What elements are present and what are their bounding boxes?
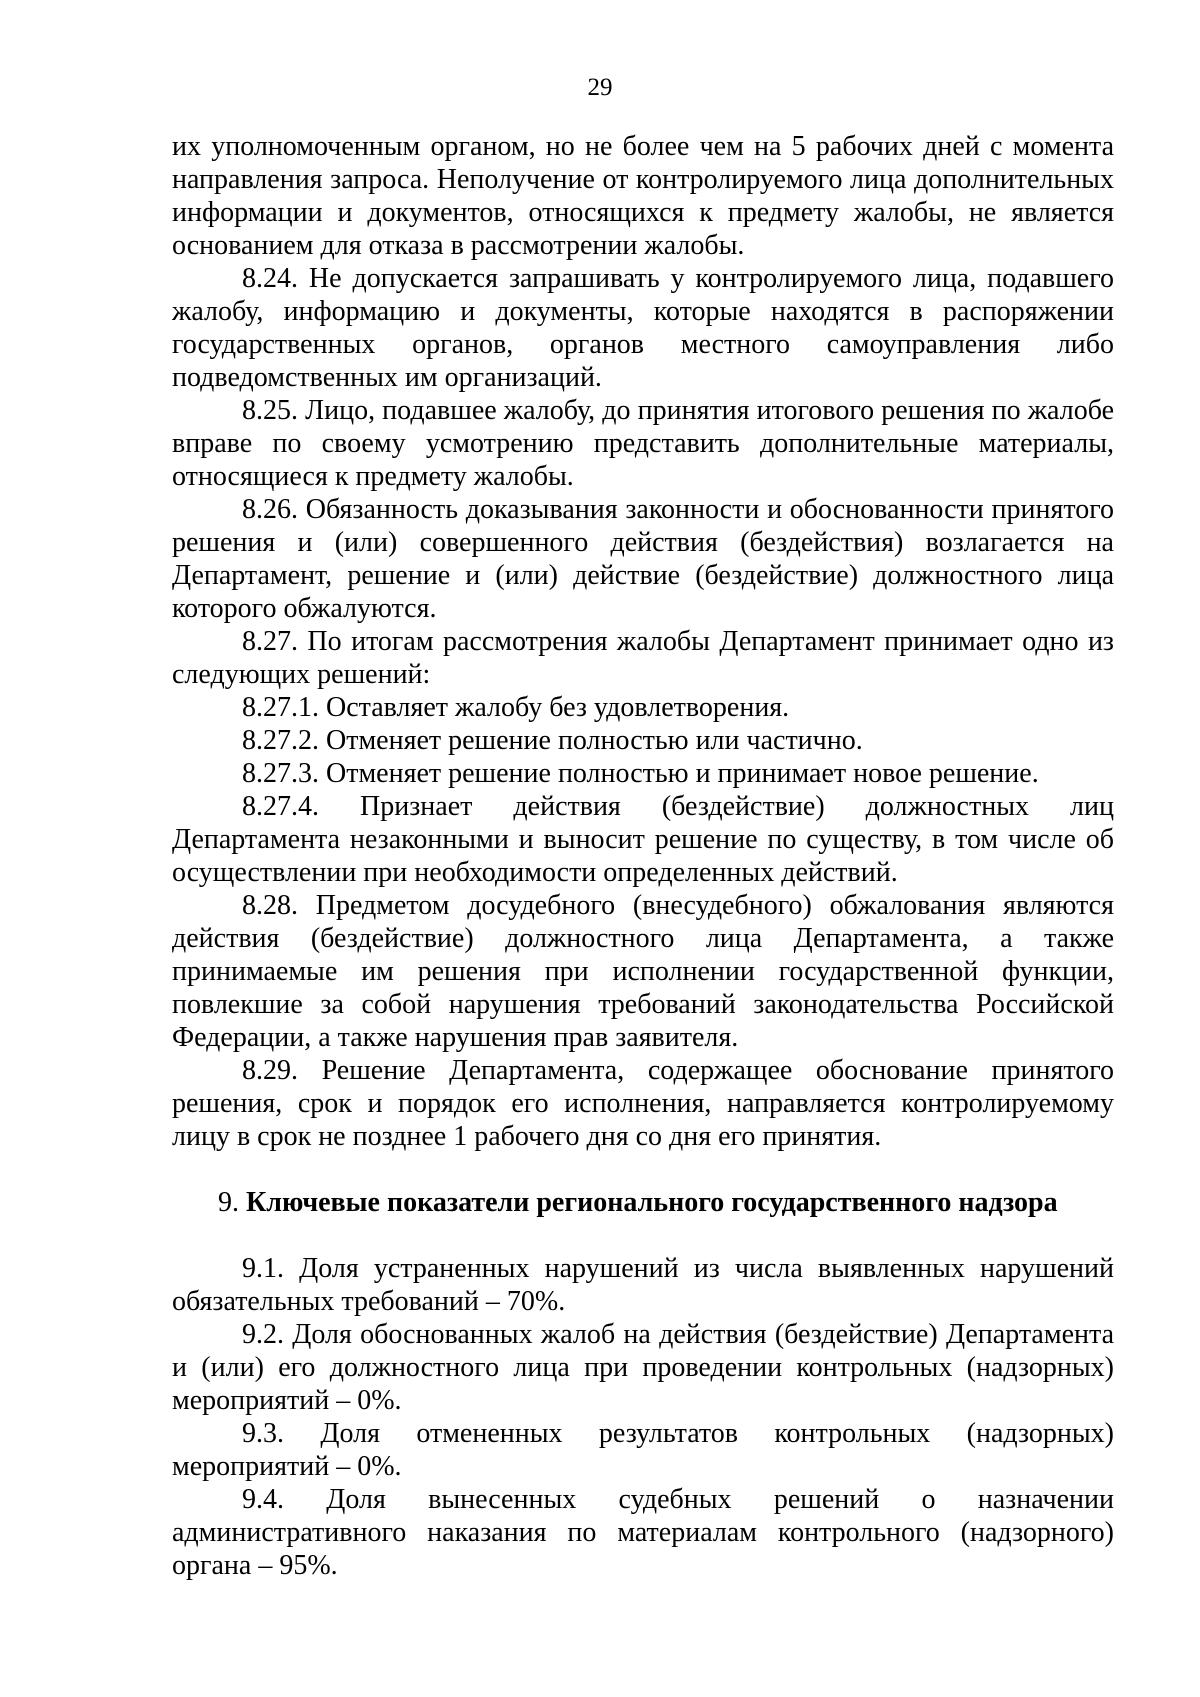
paragraph-9-3: 9.3. Доля отмененных результатов контрольных (надзорных) мероприятий – 0%. bbox=[172, 1418, 1114, 1482]
paragraph-8-24: 8.24. Не допускается запрашивать у контролируемого лица, подавшего жалобу, информацию и документы, которые находятся в распоряжении государственных органов, органов местного самоуправления либо подведомственных им организаций. bbox=[172, 263, 1114, 393]
paragraph-9-2: 9.2. Доля обоснованных жалоб на действия (бездействие) Департамента и (или) его должностного лица при проведении контрольных (надзорных) мероприятий – 0%. bbox=[172, 1319, 1114, 1416]
paragraph-8-25: 8.25. Лицо, подавшее жалобу, до принятия итогового решения по жалобе вправе по своему усмотрению представить дополнительные материалы, относящиеся к предмету жалобы. bbox=[172, 395, 1114, 492]
section-heading-title: Ключевые показатели регионального государственного надзора bbox=[246, 1187, 1058, 1218]
paragraph-9-4: 9.4. Доля вынесенных судебных решений о назначении административного наказания по материалам контрольного (надзорного) органа – 95%. bbox=[172, 1484, 1114, 1581]
paragraph-continuation: их уполномоченным органом, но не более чем на 5 рабочих дней с момента направления запроса. Неполучение от контролируемого лица дополнительных информации и документов, относящихся к предмету жалобы, не является основанием для отказа в рассмотрении жалобы. bbox=[172, 131, 1114, 261]
paragraph-8-27-1: 8.27.1. Оставляет жалобу без удовлетворения. bbox=[242, 692, 790, 723]
section-heading bbox=[172, 1186, 1114, 1219]
section-heading-number: 9. bbox=[218, 1187, 239, 1218]
paragraph-8-27-2: 8.27.2. Отменяет решение полностью или частично. bbox=[242, 725, 863, 756]
paragraph-8-27-4: 8.27.4. Признает действия (бездействие) должностных лиц Департамента незаконными и выносит решение по существу, в том числе об осуществлении при необходимости определенных действий. bbox=[172, 791, 1114, 888]
document-body bbox=[172, 130, 1114, 1582]
page-number: 29 bbox=[587, 74, 613, 101]
paragraph-8-29: 8.29. Решение Департамента, содержащее обоснование принятого решения, срок и порядок его исполнения, направляется контролируемому лицу в срок не позднее 1 рабочего дня со дня его принятия. bbox=[172, 1055, 1114, 1152]
paragraph-8-27: 8.27. По итогам рассмотрения жалобы Департамент принимает одно из следующих решений: bbox=[172, 626, 1114, 690]
paragraph-8-28: 8.28. Предметом досудебного (внесудебного) обжалования являются действия (бездействие) должностного лица Департамента, а также принимаемые им решения при исполнении государственной функции, повлекшие за собой нарушения требований законодательства Российской Федерации, а также нарушения прав заявителя. bbox=[172, 890, 1114, 1053]
paragraph-8-27-3: 8.27.3. Отменяет решение полностью и принимает новое решение. bbox=[242, 758, 1039, 789]
paragraph-8-26: 8.26. Обязанность доказывания законности и обоснованности принятого решения и (или) совершенного действия (бездействия) возлагается на Департамент, решение и (или) действие (бездействие) должностного лица которого обжалуются. bbox=[172, 494, 1114, 624]
paragraph-9-1: 9.1. Доля устраненных нарушений из числа выявленных нарушений обязательных требований – 70%. bbox=[172, 1253, 1114, 1317]
